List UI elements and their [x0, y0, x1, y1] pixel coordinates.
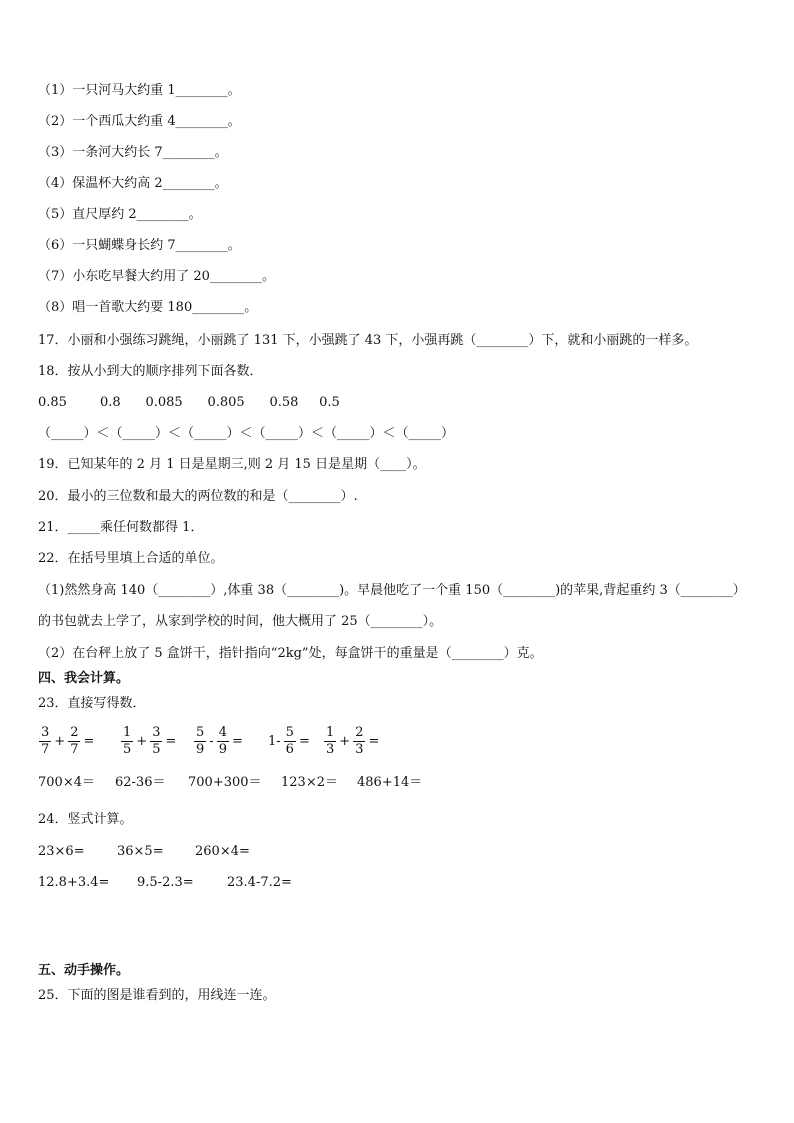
calc-item: 700×4＝: [38, 775, 95, 790]
calc-item: 123×2＝: [281, 775, 338, 790]
fraction-b: $\frac{4}{9}$: [218, 724, 227, 757]
leading-term: 1-: [268, 733, 281, 749]
calc-item: 260×4=: [195, 844, 250, 859]
calc-item: 23.4-7.2=: [227, 875, 292, 890]
question-19: 19．已知某年的 2 月 1 日是星期三,则 2 月 15 日是星期（____）。: [38, 457, 426, 472]
fraction-expression-4: [266, 721, 312, 761]
question-17: 17．小丽和小强练习跳绳，小丽跳了 131 下，小强跳了 43 下，小强再跳（________）下，就和小丽跳的一样多。: [38, 333, 698, 348]
fraction-expression-5: [323, 721, 381, 761]
question-23-prompt: 23．直接写得数．: [38, 696, 146, 711]
calc-item: 486+14＝: [357, 775, 423, 790]
calc-item: 9.5-2.3=: [137, 875, 194, 890]
fraction-a: $\frac{1}{3}$: [326, 724, 335, 757]
question-22-part1-line2: 的书包就去上学了，从家到学校的时间，他大概用了 25（________）。: [38, 614, 443, 629]
question-21: 21．_____乘任何数都得 1．: [38, 520, 204, 535]
question-18-numbers: 0.85 0.8 0.085 0.805 0.58 0.5: [38, 395, 340, 410]
operator: +: [136, 733, 148, 749]
fraction-a: $\frac{3}{7}$: [41, 724, 50, 757]
operator: +: [339, 733, 351, 749]
equals-sign: =: [231, 733, 243, 749]
unit-item-7: （7）小东吃早餐大约用了 20________。: [38, 269, 275, 284]
fraction-b: $\frac{2}{3}$: [355, 724, 364, 757]
unit-item-1: （1）一只河马大约重 1________。: [38, 83, 241, 98]
equals-sign: =: [83, 733, 95, 749]
section-4-heading: 四、我会计算。: [38, 671, 130, 686]
unit-item-2: （2）一个西瓜大约重 4________。: [38, 114, 241, 129]
calc-item: 12.8+3.4=: [38, 875, 110, 890]
question-22-part2: （2）在台秤上放了 5 盒饼干，指针指向“2kg”处，每盒饼干的重量是（________）克。: [38, 646, 543, 661]
unit-item-8: （8）唱一首歌大约要 180________。: [38, 300, 258, 315]
calc-item: 36×5=: [117, 844, 164, 859]
fraction-b: $\frac{2}{7}$: [70, 724, 79, 757]
question-22-prompt: 22．在括号里填上合适的单位。: [38, 551, 224, 566]
question-25: 25．下面的图是谁看到的，用线连一连。: [38, 988, 276, 1003]
fraction-a: $\frac{5}{9}$: [196, 724, 205, 757]
question-24-prompt: 24．竖式计算。: [38, 812, 133, 827]
fraction-expression-3: [193, 721, 245, 761]
unit-item-3: （3）一条河大约长 7________。: [38, 145, 228, 160]
calc-item: 23×6=: [38, 844, 85, 859]
section-5-heading: 五、动手操作。: [38, 963, 130, 978]
calc-item: 62-36＝: [115, 775, 166, 790]
fraction-expression-2: [120, 721, 178, 761]
question-18-blanks: （_____）＜（_____）＜（_____）＜（_____）＜（_____）＜（_____）: [38, 426, 455, 441]
equals-sign: =: [298, 733, 310, 749]
equals-sign: =: [368, 733, 380, 749]
unit-item-4: （4）保温杯大约高 2________。: [38, 176, 228, 191]
operator: +: [54, 733, 66, 749]
equals-sign: =: [165, 733, 177, 749]
unit-item-6: （6）一只蝴蝶身长约 7________。: [38, 238, 241, 253]
question-18-prompt: 18．按从小到大的顺序排列下面各数．: [38, 364, 263, 379]
fraction-expression-1: [38, 721, 96, 761]
question-20: 20．最小的三位数和最大的两位数的和是（________）.: [38, 489, 358, 504]
question-22-part1-line1: （1)然然身高 140（________）,体重 38（________)。早晨他吃了一个重 150（________)的苹果,背起重约 3（________）: [38, 583, 746, 598]
operator: -: [209, 733, 214, 749]
fraction-a: $\frac{1}{5}$: [123, 724, 132, 757]
fraction-b: $\frac{5}{6}$: [285, 724, 294, 757]
fraction-b: $\frac{3}{5}$: [152, 724, 161, 757]
unit-item-5: （5）直尺厚约 2________。: [38, 207, 202, 222]
calc-item: 700+300＝: [188, 775, 262, 790]
